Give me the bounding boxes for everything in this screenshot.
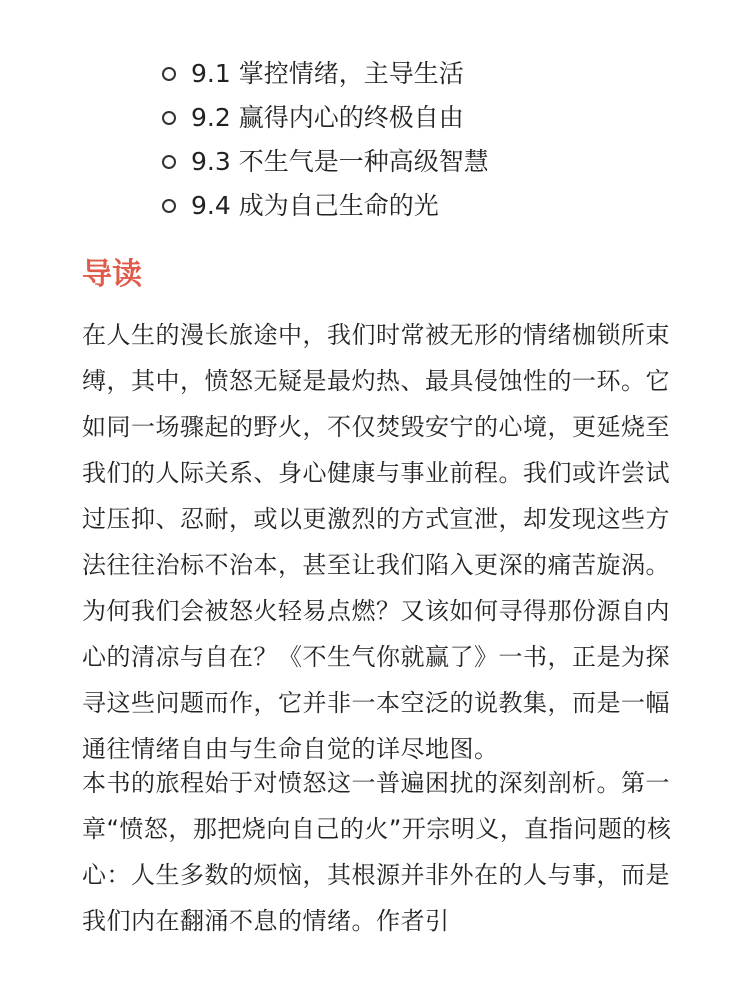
- table-of-contents: [162, 52, 702, 228]
- body-paragraph: 本书的旅程始于对愤怒这一普遍困扰的深刻剖析。第一章“愤怒，那把烧向自己的火”开宗明义，直指问题的核心：人生多数的烦恼，其根源并非外在的人与事，而是我们内在翻涌不息的情绪。作者引: [82, 769, 672, 935]
- toc-item[interactable]: [162, 140, 702, 184]
- toc-item-label: 9.1 掌控情绪，主导生活: [191, 59, 464, 88]
- toc-item[interactable]: [162, 96, 702, 140]
- toc-item-label: 9.3 不生气是一种高级智慧: [191, 147, 489, 176]
- toc-item-label: 9.2 赢得内心的终极自由: [191, 103, 464, 132]
- toc-item-label: 9.4 成为自己生命的光: [191, 191, 439, 220]
- section-heading: 导读: [82, 257, 142, 292]
- toc-item[interactable]: [162, 52, 702, 96]
- hollow-circle-bullet-icon: [162, 155, 176, 169]
- hollow-circle-bullet-icon: [162, 111, 176, 125]
- body-paragraph: 在人生的漫长旅途中，我们时常被无形的情绪枷锁所束缚，其中，愤怒无疑是最灼热、最具侵蚀性的一环。它如同一场骤起的野火，不仅焚毁安宁的心境，更延烧至我们的人际关系、身心健康与事业前程。我们或许尝试过压抑、忍耐，或以更激烈的方式宣泄，却发现这些方法往往治标不治本，甚至让我们陷入更深的痛苦旋涡。为何我们会被怒火轻易点燃？又该如何寻得那份源自内心的清凉与自在？《不生气你就赢了》一书，正是为探寻这些问题而作，它并非一本空泛的说教集，而是一幅通往情绪自由与生命自觉的详尽地图。: [82, 321, 670, 763]
- hollow-circle-bullet-icon: [162, 199, 176, 213]
- toc-item[interactable]: [162, 184, 702, 228]
- hollow-circle-bullet-icon: [162, 67, 176, 81]
